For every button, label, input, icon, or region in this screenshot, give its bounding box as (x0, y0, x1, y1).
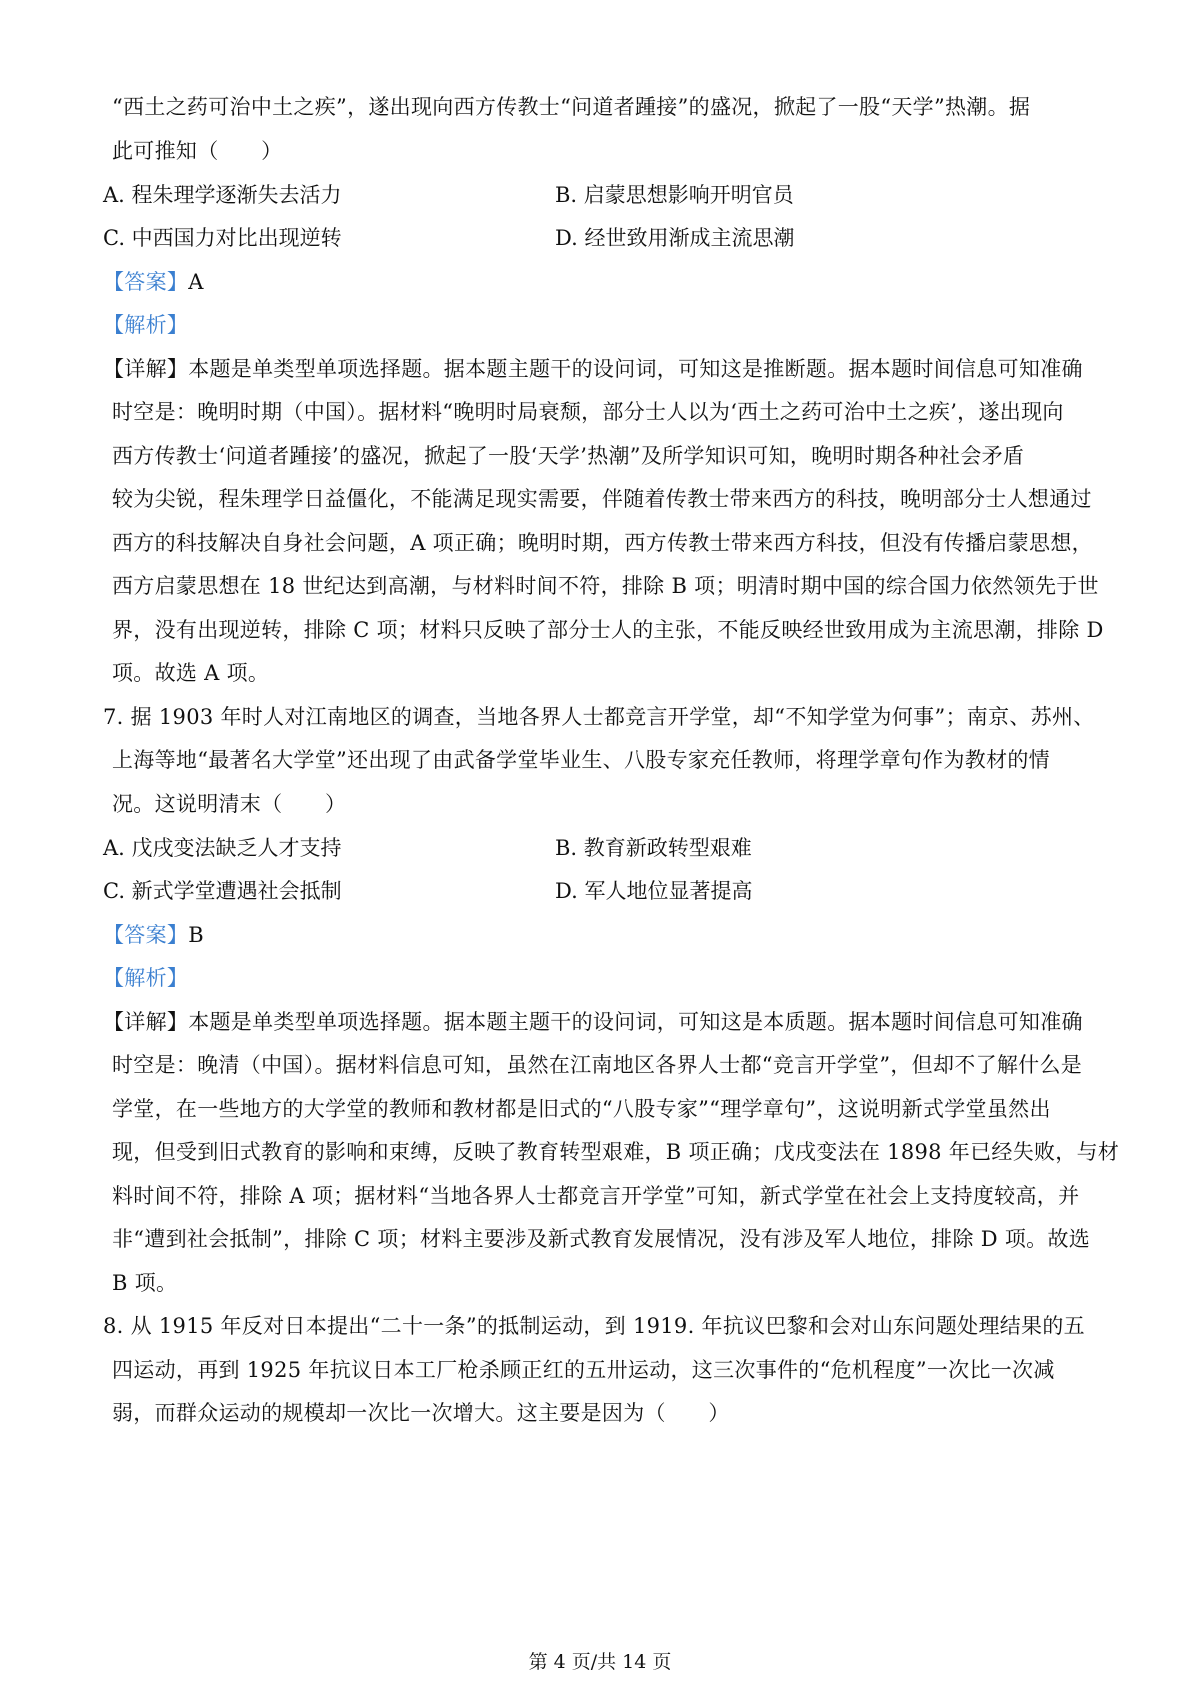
answer-tag: 【答案】 (103, 270, 189, 294)
page-number: 第 4 页/共 14 页 (528, 1651, 672, 1673)
q6-detail-line: 【详解】本题是单类型单项选择题。据本题主题干的设问词，可知这是推断题。据本题时间信息可知准确 (103, 357, 1083, 381)
q6-option-c: C. 中西国力对比出现逆转 (103, 226, 342, 250)
q8-stem-line: 弱，而群众运动的规模却一次比一次增大。这主要是因为（ ） (112, 1401, 730, 1425)
q7-stem-line: 况。这说明清末（ ） (112, 792, 347, 816)
q6-detail-line: 西方启蒙思想在 18 世纪达到高潮，与材料时间不符，排除 B 项；明清时期中国的综合国力依然领先于世 (112, 574, 1099, 598)
q7-detail-line: 料时间不符，排除 A 项；据材料“当地各界人士都竞言开学堂”可知，新式学堂在社会上支持度较高，并 (112, 1184, 1080, 1208)
q6-stem-line: 此可推知（ ） (112, 139, 283, 163)
q6-detail-line: 西方传教士‘问道者踵接’的盛况，掀起了一股‘天学’热潮”及所学知识可知，晚明时期各种社会矛盾 (112, 444, 1025, 468)
q7-stem-line: 7. 据 1903 年时人对江南地区的调查，当地各界人士都竞言开学堂，却“不知学堂为何事”；南京、苏州、 (103, 705, 1095, 729)
answer-tag: 【答案】 (103, 923, 189, 947)
q7-option-b: B. 教育新政转型艰难 (555, 836, 752, 860)
q6-option-d: D. 经世致用渐成主流思潮 (555, 226, 795, 250)
q8-stem-line: 四运动，再到 1925 年抗议日本工厂枪杀顾正红的五卅运动，这三次事件的“危机程度”一次比一次减 (112, 1358, 1055, 1382)
q6-detail-line: 界，没有出现逆转，排除 C 项；材料只反映了部分士人的主张，不能反映经世致用成为主流思潮，排除 D (112, 618, 1104, 642)
analysis-tag: 【解析】 (103, 313, 189, 337)
q6-option-b: B. 启蒙思想影响开明官员 (555, 183, 794, 207)
q6-answer (103, 267, 1083, 297)
q8-stem-line: 8. 从 1915 年反对日本提出“二十一条”的抵制运动，到 1919. 年抗议巴黎和会对山东问题处理结果的五 (103, 1314, 1085, 1338)
analysis-tag: 【解析】 (103, 966, 189, 990)
q7-detail-line: 非“遭到社会抵制”，排除 C 项；材料主要涉及新式教育发展情况，没有涉及军人地位，排除 D 项。故选 (112, 1227, 1091, 1251)
q7-detail-line: 学堂，在一些地方的大学堂的教师和教材都是旧式的“八股专家”“理学章句”，这说明新式学堂虽然出 (112, 1097, 1051, 1121)
q6-detail-line: 时空是：晚明时期（中国）。据材料“晚明时局衰颓，部分士人以为‘西土之药可治中土之疾’，遂出现向 (112, 400, 1064, 424)
q7-detail-line: B 项。 (112, 1271, 178, 1295)
q7-detail-line: 【详解】本题是单类型单项选择题。据本题主题干的设问词，可知这是本质题。据本题时间信息可知准确 (103, 1010, 1083, 1034)
answer-value: A (188, 270, 204, 294)
q7-stem-line: 上海等地“最著名大学堂”还出现了由武备学堂毕业生、八股专家充任教师，将理学章句作为教材的情 (112, 748, 1050, 772)
q6-detail-line: 西方的科技解决自身社会问题，A 项正确；晚明时期，西方传教士带来西方科技，但没有传播启蒙思想， (112, 531, 1093, 555)
q6-option-a: A. 程朱理学逐渐失去活力 (103, 183, 342, 207)
q7-option-c: C. 新式学堂遭遇社会抵制 (103, 879, 342, 903)
q6-analysis-heading (103, 310, 1083, 340)
q6-detail-line: 较为尖锐，程朱理学日益僵化，不能满足现实需要，伴随着传教士带来西方的科技，晚明部分士人想通过 (112, 487, 1092, 511)
q7-option-a: A. 戊戌变法缺乏人才支持 (103, 836, 342, 860)
q6-stem-line: “西土之药可治中土之疾”，遂出现向西方传教士“问道者踵接”的盛况，掀起了一股“天学”热潮。据 (112, 95, 1031, 119)
q7-option-d: D. 军人地位显著提高 (555, 879, 753, 903)
q7-detail-line: 现，但受到旧式教育的影响和束缚，反映了教育转型艰难，B 项正确；戊戌变法在 1898 年已经失败，与材 (112, 1140, 1120, 1164)
q7-analysis-heading (103, 963, 1083, 993)
q6-detail-line: 项。故选 A 项。 (112, 661, 270, 685)
q7-answer (103, 920, 1083, 950)
q7-detail-line: 时空是：晚清（中国）。据材料信息可知，虽然在江南地区各界人士都“竞言开学堂”，但却不了解什么是 (112, 1053, 1083, 1077)
answer-value: B (188, 923, 204, 947)
